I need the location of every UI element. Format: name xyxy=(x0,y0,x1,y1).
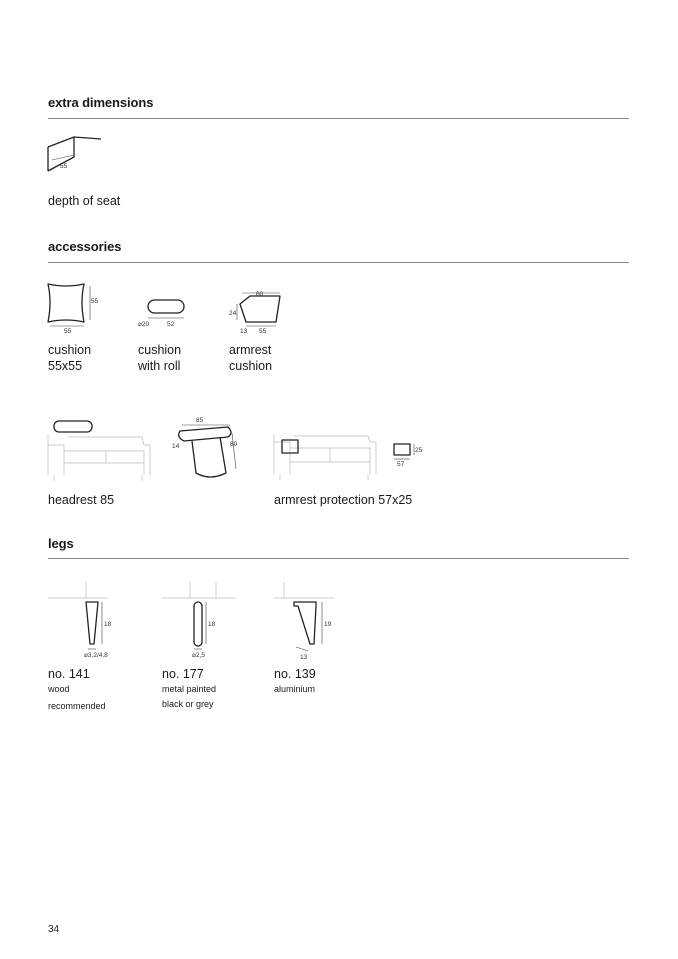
leg-139-details: aluminium xyxy=(274,684,316,694)
leg-139-name: no. 139 xyxy=(274,667,316,681)
dim-cushion-width: 55 xyxy=(64,328,72,335)
section-title-extra-dimensions: extra dimensions xyxy=(48,95,154,110)
dim-cushion-height: 55 xyxy=(91,298,99,305)
dim-protection-height: 25 xyxy=(415,447,423,454)
dim-leg-177-diameter: ⌀2,5 xyxy=(192,652,205,659)
leg-141-name: no. 141 xyxy=(48,667,90,681)
dim-seat-depth: 55 xyxy=(60,163,68,170)
leg-141-details: wood recommended xyxy=(48,684,106,711)
headrest-detail-diagram xyxy=(170,415,250,485)
section-divider xyxy=(48,118,629,119)
leg-177-diagram xyxy=(160,580,235,662)
caption-cushion-roll: cushion with roll xyxy=(138,343,182,373)
dim-leg-139-height: 19 xyxy=(324,621,332,628)
armrest-protection-sofa-diagram xyxy=(270,428,380,483)
dim-leg-141-diameter: ⌀3,2/4,8 xyxy=(84,652,108,659)
page-number: 34 xyxy=(48,924,60,935)
caption-headrest: headrest 85 xyxy=(48,493,115,507)
dim-armrest-height: 24 xyxy=(229,310,237,317)
section-title-legs: legs xyxy=(48,536,74,551)
caption-depth-of-seat: depth of seat xyxy=(48,194,121,208)
leg-139-diagram xyxy=(272,580,347,662)
dim-protection-width: 57 xyxy=(397,461,405,468)
armrest-protection-detail-diagram xyxy=(390,440,430,470)
dim-headrest-width: 85 xyxy=(196,417,204,424)
cushion-diagram xyxy=(46,282,106,337)
depth-of-seat-diagram xyxy=(46,133,106,183)
caption-armrest-protection: armrest protection 57x25 xyxy=(274,493,413,507)
dim-roll-length: 52 xyxy=(167,321,175,328)
section-divider xyxy=(48,558,629,559)
caption-armrest-cushion: armrest cushion xyxy=(229,343,273,373)
cushion-roll-diagram xyxy=(138,296,198,331)
dim-roll-diameter: ⌀20 xyxy=(138,321,150,328)
dim-headrest-depth: 14 xyxy=(172,443,180,450)
section-divider xyxy=(48,262,629,263)
dim-armrest-bottom: 55 xyxy=(259,328,267,335)
dim-headrest-height: 80 xyxy=(230,441,238,448)
armrest-cushion-diagram xyxy=(228,288,298,336)
leg-177-details: metal painted black or grey xyxy=(162,684,217,709)
headrest-sofa-diagram xyxy=(46,415,156,485)
section-title-accessories: accessories xyxy=(48,239,122,254)
dim-armrest-top: 60 xyxy=(256,291,264,298)
caption-cushion: cushion 55x55 xyxy=(48,343,92,373)
dim-leg-139-base: 13 xyxy=(300,654,308,661)
leg-141-diagram xyxy=(46,580,121,662)
dim-leg-177-height: 18 xyxy=(208,621,216,628)
dim-armrest-depth: 13 xyxy=(240,328,248,335)
leg-177-name: no. 177 xyxy=(162,667,204,681)
dim-leg-141-height: 18 xyxy=(104,621,112,628)
